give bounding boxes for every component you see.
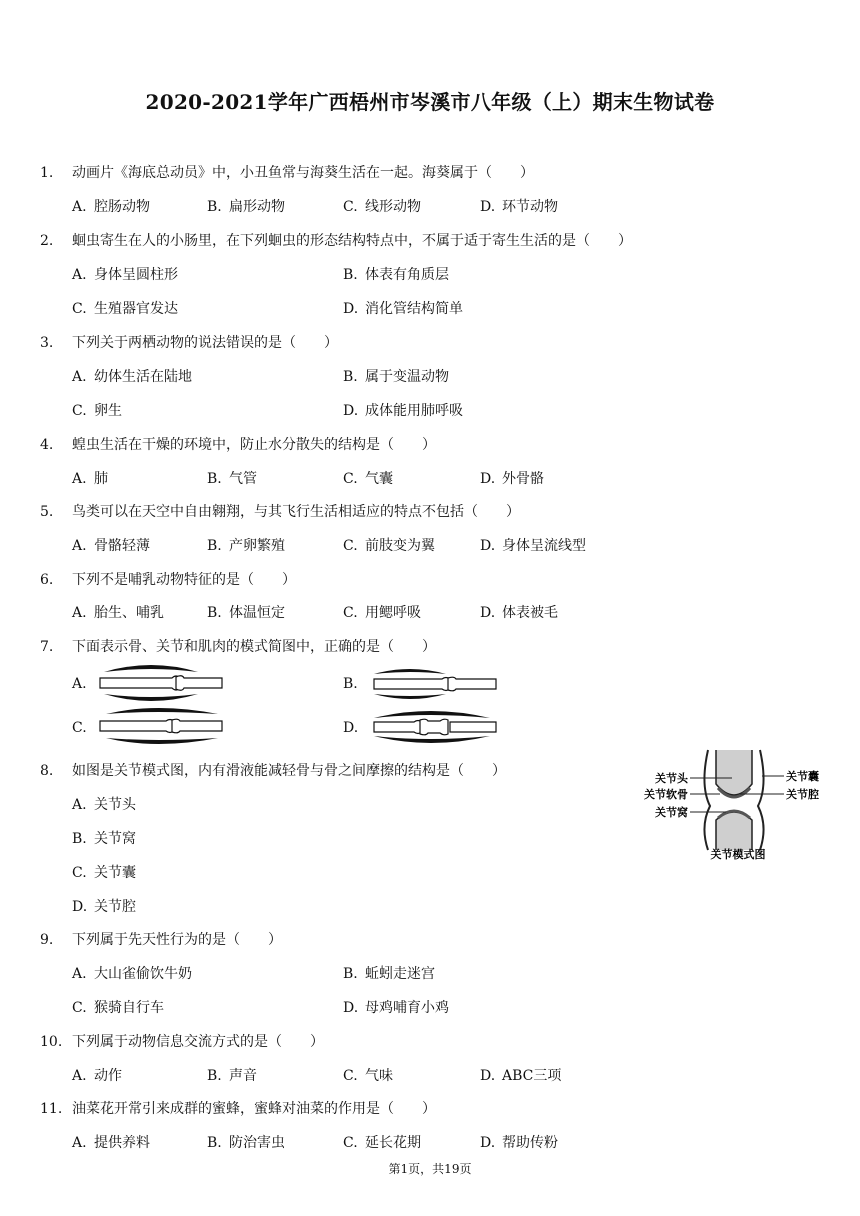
option-text: 关节窝 (94, 831, 136, 847)
option-text: 体表有角质层 (365, 267, 449, 283)
option-c (343, 1132, 421, 1152)
option-d (480, 535, 586, 555)
question-6 (40, 569, 296, 589)
label-joint-head: 关节头 (655, 772, 688, 785)
option-text: 气囊 (365, 471, 393, 487)
option-a (72, 676, 94, 692)
option-a (72, 602, 164, 622)
option-letter: A. (72, 676, 87, 692)
option-letter: A. (72, 199, 87, 215)
option-letter: D. (343, 301, 359, 317)
option-text: 环节动物 (502, 199, 558, 215)
question-3 (40, 332, 338, 352)
option-letter: A. (72, 538, 87, 554)
question-number: 10. (40, 1034, 63, 1050)
option-text: 蚯蚓走迷宫 (365, 966, 435, 982)
option-d (72, 896, 136, 916)
option-text: 外骨骼 (502, 471, 544, 487)
page-footer: 第1页，共19页 (388, 1162, 472, 1176)
option-letter: A. (72, 797, 87, 813)
question-8 (40, 760, 506, 780)
option-letter: A. (72, 605, 87, 621)
option-text: 用鳃呼吸 (365, 605, 421, 621)
option-letter: B. (207, 1135, 222, 1151)
option-text: 大山雀偷饮牛奶 (94, 966, 192, 982)
option-c (72, 720, 94, 736)
option-text: 气管 (229, 471, 257, 487)
option-letter: C. (72, 301, 87, 317)
option-b (343, 366, 449, 386)
option-text: 气味 (365, 1068, 393, 1084)
option-d (343, 400, 463, 420)
option-a (72, 535, 150, 555)
option-text: 骨骼轻薄 (94, 538, 150, 554)
option-text: 线形动物 (365, 199, 421, 215)
option-letter: A. (72, 369, 87, 385)
question-number: 5. (40, 504, 54, 520)
option-letter: B. (207, 1068, 222, 1084)
option-letter: D. (480, 605, 496, 621)
option-d (480, 1132, 558, 1152)
question-10 (40, 1031, 324, 1051)
label-joint-socket: 关节窝 (655, 806, 688, 819)
option-text: 消化管结构简单 (365, 301, 463, 317)
question-5 (40, 501, 520, 521)
label-joint-cartilage: 关节软骨 (644, 788, 688, 801)
option-letter: A. (72, 1068, 87, 1084)
option-letter: D. (480, 538, 496, 554)
option-text: 胎生、哺乳 (94, 605, 164, 621)
question-stem: 下列关于两栖动物的说法错误的是（ ） (72, 335, 338, 351)
option-letter: A. (72, 1135, 87, 1151)
option-letter: B. (343, 676, 358, 692)
option-text: 卵生 (94, 403, 122, 419)
question-stem: 下面表示骨、关节和肌肉的模式简图中，正确的是（ ） (72, 639, 436, 655)
bone-muscle-figure-d (370, 708, 500, 746)
option-a (72, 366, 192, 386)
option-c (72, 400, 122, 420)
option-letter: C. (343, 471, 358, 487)
option-text: 延长花期 (365, 1135, 421, 1151)
option-b (343, 676, 365, 692)
option-text: 猴骑自行车 (94, 1000, 164, 1016)
option-letter: D. (480, 1135, 496, 1151)
option-b (207, 535, 285, 555)
option-b (207, 1065, 257, 1085)
option-letter: C. (343, 605, 358, 621)
option-text: 产卵繁殖 (229, 538, 285, 554)
option-text: 属于变温动物 (365, 369, 449, 385)
option-b (343, 963, 435, 983)
question-stem: 动画片《海底总动员》中，小丑鱼常与海葵生活在一起。海葵属于（ ） (72, 165, 534, 181)
question-number: 7. (40, 639, 54, 655)
question-7 (40, 636, 436, 656)
question-stem: 油菜花开常引来成群的蜜蜂，蜜蜂对油菜的作用是（ ） (72, 1101, 436, 1117)
option-letter: B. (72, 831, 87, 847)
option-letter: C. (72, 865, 87, 881)
option-text: ABC三项 (502, 1068, 562, 1084)
option-letter: B. (343, 267, 358, 283)
option-letter: C. (72, 1000, 87, 1016)
option-text: 体表被毛 (502, 605, 558, 621)
option-text: 母鸡哺育小鸡 (365, 1000, 449, 1016)
option-a (72, 264, 178, 284)
question-1 (40, 162, 534, 182)
question-stem: 蛔虫寄生在人的小肠里，在下列蛔虫的形态结构特点中，不属于适于寄生生活的是（ ） (72, 233, 632, 249)
option-c (343, 535, 435, 555)
option-letter: C. (72, 403, 87, 419)
option-text: 声音 (229, 1068, 257, 1084)
question-number: 1. (40, 165, 54, 181)
option-b (207, 602, 285, 622)
question-stem: 下列属于动物信息交流方式的是（ ） (72, 1034, 324, 1050)
option-letter: B. (207, 199, 222, 215)
option-text: 关节囊 (94, 865, 136, 881)
question-number: 8. (40, 763, 54, 779)
option-text: 身体呈圆柱形 (94, 267, 178, 283)
joint-figure-caption: 关节模式图 (710, 848, 766, 861)
option-text: 前肢变为翼 (365, 538, 435, 554)
option-text: 身体呈流线型 (502, 538, 586, 554)
option-letter: B. (207, 538, 222, 554)
option-letter: D. (480, 199, 496, 215)
question-number: 4. (40, 437, 54, 453)
option-text: 防治害虫 (229, 1135, 285, 1151)
question-stem: 蝗虫生活在干燥的环境中，防止水分散失的结构是（ ） (72, 437, 436, 453)
exam-title: 2020-2021学年广西梧州市岑溪市八年级（上）期末生物试卷 (145, 90, 715, 114)
option-text: 成体能用肺呼吸 (365, 403, 463, 419)
bone-muscle-figure-b (370, 664, 500, 704)
option-a (72, 1065, 122, 1085)
option-text: 肺 (94, 471, 108, 487)
question-number: 6. (40, 572, 54, 588)
option-d (480, 468, 544, 488)
joint-model-figure (640, 746, 830, 864)
option-letter: B. (343, 369, 358, 385)
option-text: 帮助传粉 (502, 1135, 558, 1151)
question-stem: 下列属于先天性行为的是（ ） (72, 932, 282, 948)
option-a (72, 196, 150, 216)
option-a (72, 468, 108, 488)
label-joint-cavity: 关节腔 (786, 788, 819, 801)
option-d (480, 602, 558, 622)
question-stem: 鸟类可以在天空中自由翱翔，与其飞行生活相适应的特点不包括（ ） (72, 504, 520, 520)
question-4 (40, 434, 436, 454)
option-text: 生殖器官发达 (94, 301, 178, 317)
question-number: 3. (40, 335, 54, 351)
option-text: 体温恒定 (229, 605, 285, 621)
option-text: 腔肠动物 (94, 199, 150, 215)
option-text: 动作 (94, 1068, 122, 1084)
option-b (207, 196, 285, 216)
label-joint-capsule: 关节囊 (786, 770, 819, 783)
option-text: 关节腔 (94, 899, 136, 915)
option-letter: D. (343, 403, 359, 419)
option-c (72, 862, 136, 882)
option-letter: C. (343, 1068, 358, 1084)
option-text: 扁形动物 (229, 199, 285, 215)
option-d (480, 196, 558, 216)
option-text: 提供养料 (94, 1135, 150, 1151)
option-text: 幼体生活在陆地 (94, 369, 192, 385)
option-b (343, 264, 449, 284)
option-letter: C. (343, 199, 358, 215)
option-a (72, 794, 136, 814)
question-11 (40, 1098, 436, 1118)
option-letter: A. (72, 966, 87, 982)
option-letter: D. (480, 471, 496, 487)
option-letter: D. (480, 1068, 496, 1084)
option-letter: B. (207, 605, 222, 621)
option-c (343, 602, 421, 622)
question-number: 9. (40, 932, 54, 948)
option-b (72, 828, 136, 848)
option-d (343, 997, 449, 1017)
option-letter: D. (343, 1000, 359, 1016)
option-b (207, 1132, 285, 1152)
question-2 (40, 230, 632, 250)
option-letter: A. (72, 471, 87, 487)
question-stem: 下列不是哺乳动物特征的是（ ） (72, 572, 296, 588)
option-text: 关节头 (94, 797, 136, 813)
option-letter: C. (343, 538, 358, 554)
option-a (72, 963, 192, 983)
option-letter: B. (343, 966, 358, 982)
option-letter: D. (72, 899, 88, 915)
option-letter: C. (343, 1135, 358, 1151)
option-letter: C. (72, 720, 87, 736)
option-d (480, 1065, 561, 1085)
option-letter: D. (343, 720, 359, 736)
option-c (343, 468, 393, 488)
question-number: 2. (40, 233, 54, 249)
option-d (343, 720, 365, 736)
option-c (343, 196, 421, 216)
option-letter: B. (207, 471, 222, 487)
question-9 (40, 929, 282, 949)
option-a (72, 1132, 150, 1152)
option-c (72, 997, 164, 1017)
bone-muscle-figure-a (96, 660, 226, 706)
option-d (343, 298, 463, 318)
option-c (343, 1065, 393, 1085)
option-b (207, 468, 257, 488)
bone-muscle-figure-c (96, 706, 226, 746)
option-c (72, 298, 178, 318)
question-stem: 如图是关节模式图，内有滑液能减轻骨与骨之间摩擦的结构是（ ） (72, 763, 506, 779)
option-letter: A. (72, 267, 87, 283)
question-number: 11. (40, 1101, 63, 1117)
